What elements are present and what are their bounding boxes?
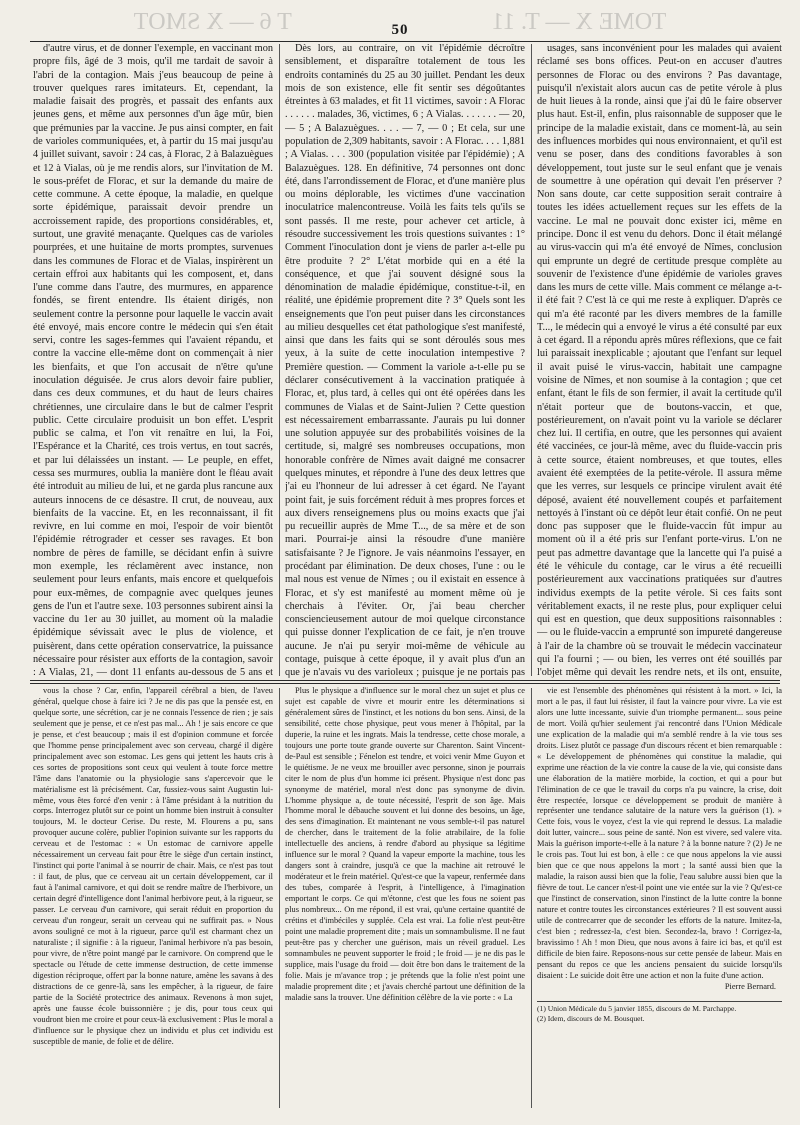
feuilleton-column-3 (537, 686, 782, 1111)
footnote-1: (1) Union Médicale du 5 janvier 1855, discours de M. Parchappe. (537, 1003, 737, 1013)
page-number: 50 (391, 22, 409, 38)
column-divider (531, 688, 532, 1108)
feuilleton-column-1 (33, 686, 273, 1111)
footnote-2: (2) Idem, discours de M. Bousquet. (537, 1013, 645, 1023)
article-text-1: d'autre virus, et de donner l'exemple, en vaccinant mon propre fils, âgé de 3 mois, qu'il me tardait de savoir à l'abri de la contagion. Mais j'eus beaucoup de peine à trouver quelques rares imitateurs. Et, cependant, la maladie faisait des progrès, et passait des enfants aux jeunes gens, et même aux personnes d'un âge mûr, bien que prémunies par la vaccine. Je pus ainsi compter, en fait de varioles communiquées, et, à partir du 15 mai jusqu'au 4 juillet suivant, savoir : 24 cas, à Florac, 2 à Balazuègues et 12 à Vialas, où je me rendis alors, sur l'invitation de M. le sous-préfet de Florac, et sur la demande du maire de cette commune. A cette époque, la maladie, en quelque sorte épidémique, paraissait devoir prendre un accroissement rapide, des proportions considérables, et, surtout, une gravité menaçante. Quelques cas de varioles pourprées, et une huitaine de morts promptes, survenues dans les communes de Florac et de Vialas, inspirèrent un certain effroi aux habitants qui les composent, et, dans l'une comme dans l'autre, des murmures, en apparence fondés, se firent entendre. Ils étaient dirigés, non seulement contre la personne pour laquelle le vaccin avait été envoyé, mais encore contre le médecin qui s'en était servi, contre les sages-femmes qui l'avaient répandu, et contre la vaccine elle-même dont on commençait à nier les bienfaits, et que l'on accusait de n'être qu'une inoculation déguisée. Je crus alors devoir faire publier, dans ces deux communes, et du haut de leurs chaires chrétiennes, une circulaire dans le but de calmer l'esprit public. Cette circulaire produisit un bon effet. L'esprit public se calma, et l'on vit renaître en lui, la Foi, l'Espérance et la Charité, ces trois vertus, en tout sacrés, et par lui délaissées un instant. — Le peuple, en effet, cessa ses murmures, oublia la manière dont le fléau avait été introduit au milieu de lui, et ne garda plus rancune aux auteurs innocens de ce désastre. Il crut, de nouveau, aux bienfaits de la vaccine. Et, en les reconnaissant, il fit revivre, en lui comme en moi, l'espoir de voir bientôt l'épidémie rétrograder et cesser ses ravages. Et bon nombre de pères de famille, se décidant enfin à suivre mon exemple, les réclamèrent avec instance, non seulement pour leurs enfants, mais encore et quelquefois pour eux-mêmes, de compagnie avec quelques jeunes gens de l'un et l'autre sexe. 103 personnes subirent ainsi la vaccine du 1er au 30 juillet, au moment où la maladie épidémique sévissait avec le plus de violence, et puisèrent, dans cette opération conservatrice, la puissance nécessaire pour résister aux efforts de la contagion, savoir : A Vialas, 21, — dont 11 enfants au-dessous de 5 ans et (33, 43, 273, 678)
feuilleton-rule-top (30, 680, 780, 681)
article-column-2 (285, 42, 525, 678)
bleed-left: TOME X — T. 11 (491, 8, 667, 35)
feuilleton-text-1: vous la chose ? Car, enfin, l'appareil cérébral a bien, de l'aveu général, quelque chose à faire ici ? Je ne dis pas que la pensée est, en quelque sorte, une sécrétion, car je ne connais l'essence de rien ; je sais seulement que je pense, et ce n'est pas mal... Ah ! je sais encore ce que je pense, et c'est beaucoup ; mais il est d'opinion commune et forcée que l'homme pense principalement avec son cerveau, chargé il digère principalement avec son estomac. Les gens qui jettent les hauts cris à ces sortes de propositions sont ceux qui veulent à toute force mettre l'âme dans l'anatomie ou la physiologie sans s'apercevoir que le matérialisme est là précisément. Car, fussiez-vous saint Augustin lui-même, vous êtes forcé d'en venir : à l'âme présidant à la nutrition du corps. Interrogez plutôt sur ce point un homme bien instruit à consulter toujours, M. le docteur Cerise. Du reste, M. Flourens a pu, sans provoquer aucune colère, publier l'opinion suivante sur les rapports du cerveau et de l'estomac : « Un estomac de carnivore appelle nécessairement un cerveau fait pour être le siège d'un certain instinct, l'instinct qui porte l'animal à se nourrir de chair. Mais, ce n'est pas tout : il faut, de plus, que ce cerveau ait un certain développement, car il faut à l'animal carnivore, et qui doit se rendre maître de l'herbivore, un certain degré d'intelligence dont l'animal herbivore peut, à la rigueur, se passer. Le cerveau d'un carnivore, qui serait réduit en proportion du cerveau d'un rongeur, serait un cerveau qui ne suffirait pas. » Nous avons souligné ce mot à la rigueur, parce qu'il est charmant chez un naturaliste ; il signifie : à la rigueur, l'animal herbivore n'a pas besoin, pour vivre, de n'être point mangé par le carnivore. On comprend que le spectacle ou l'étude de cette immense destruction, de cette immense digestion réciproque, offert par la bonne nature, amène les savans à des distractions de ce genre-là, sans les empêcher, à la rigueur, de faire partie de la Société protectrice des animaux. Revenons à mon sujet, après une fausse école buissonnière ; je dis, pour tous ceux qui voudront bien me croire et pour ceux-là exclusivement : Plus le moral a d'influence sur le physique chez un individu et plus cet individu est susceptible de manie, de folie et de délire. (33, 686, 273, 1046)
article-text-3: usages, sans inconvénient pour les malades qui avaient réclamé ses bons offices. Peut-on en accuser d'autres personnes de Florac ou des environs ? Pas davantage, puisqu'il n'existait alors aucun cas de petite vérole à plus de huit lieues à la ronde, ainsi que j'ai dû le faire observer plus haut. Est-il, enfin, plus raisonnable de supposer que le principe de la maladie existait, dans ce moment-là, au sein des influences morbides qui nous environnaient, et qu'il est venu se poser, dans des conditions favorables à son développement, tout juste sur le seul enfant que je venais de soumettre à une opération qui devait l'en préserver ? Non sans doute, car cette supposition serait contraire à toutes les idées actuellement reçues sur les effets de la vaccine. Le mal ne pouvait donc exister ici, même en principe. Donc il est venu du dehors. Donc il était mélangé au virus-vaccin qui m'a été envoyé de Nîmes, conclusion qui emprunte un degré de certitude presque complète au souvenir de l'existence d'une épidémie de varioles graves dans les murs de cette ville. Mais comment ce mélange a-t-il été fait ? C'est là ce qui me reste à expliquer. D'après ce qui m'a été raconté par les divers membres de la famille T..., le médecin qui a envoyé le virus a été consulté par eux à cet égard. Il a répondu après mûres réflexions, que ce fait lui paraissait inexplicable ; ajoutant que l'enfant sur lequel il avait puisé le virus-vaccin, habitait une campagne voisine de Nîmes, et non soumise à la contagion ; que cet enfant, étant le fils de son fermier, il avait la certitude qu'il n'était porteur que de boutons-vaccin, et que, postérieurement, on n'avait point vu la variole se déclarer chez lui. Il certifia, en outre, que les personnes qui avaient été vaccinées, ce jour-là même, avec du fluide-vaccin pris à cette source, étaient nombreuses, et que toutes, elles avaient été exemptées de la petite-vérole. Il assura même que les verres, sur lesquels ce principe virulent avait été déposé, avaient été nouvellement coupés et parfaitement nettoyés à l'instant où ce dépôt leur était confié. On ne peut donc pas supposer que le fluide-vaccin fût impur au moment où il a été pris sur l'enfant porte-virus. L'on ne peut pas admettre davantage que la lancette qui l'a puisé a été le véhicule du contage, car le virus a été recueilli postérieurement aux vaccinations pratiquées sur d'autres individus exempts de la petite vérole. Si ces faits sont véritablement exacts, il ne reste plus, pour expliquer celui qui est en question, que deux suppositions raisonnables : — ou le fluide-vaccin a emprunté son impureté dangereuse à l'air de la chambre où se trouvait le médecin vaccinateur qui l'a fourni ; — ou bien, les verres ont été souillés par l'objet même qui devait les rendre nets, et ils ont, ensuite, (537, 43, 782, 678)
signature: Pierre Bernard. (724, 981, 776, 991)
feuilleton-rule-bottom (30, 683, 780, 684)
bleed-right: T 6 — X SMOT (133, 8, 292, 35)
feuilleton-column-2 (285, 686, 525, 1111)
feuilleton-text-2: Plus le physique a d'influence sur le moral chez un sujet et plus ce sujet est capable de vivre et mourir entre les déterminations si généralement sûres de l'instinct, et les notions du bon sens. Ainsi, de la sensibilité, cette chose physique, peut vous mener à l'hôpital, par la duperie, la ruine et les ingrats. Mais la tendresse, cette chose morale, a toujours une porte toute grande ouverte sur Charenton. Saint Vincent-de-Paul est sensible ; Fénelon est tendre, et voici venir Mme Guyon et le quiétisme. Je ne veux me brouiller avec personne, sinon je pourrais citer le nom de plus d'un homme ici présent. Physique n'est donc pas synonyme de matériel, moral n'est donc pas synonyme de divin. L'homme physique a, de toute nécessité, l'esprit de son âge. Mais l'homme moral le débauche souvent et lui donne des besoins, un âge, des sens d'imagination. Et maintenant ne vous semble-t-il pas naturel de chercher, dans le traitement de la folie atrabilaire, de la folie intellectuelle des anciens, à rendre d'abord au physique sa légitime influence sur le moral ? Quand la vapeur emporte la machine, tous les dangers sont à craindre, jusqu'à ce que la machine ait retrouvé le modérateur et le frein matériel. Qu'est-ce que la vapeur, renfermée dans des tubes, comparée à l'esprit, à l'intelligence, à l'imagination emportant le corps. Ce qui m'étonne, c'est que les fous ne soient pas plus nombreux... On me répond, il est vrai, qu'une certaine quantité de crétins et d'imbéciles y supplée. Cela est vrai. La folie n'est peut-être point une maladie proprement dite ; mais un somnambulisme. Il ne faut peut-être pas y chercher une guérison, mais un réveil graduel. Les somnambules ne peuvent supporter le froid ; le froid — je ne dis pas le supplice, mais l'usage du froid — doit être bon dans le traitement de la folie. Mais je m'avance trop ; je prétends que la folie n'est point une maladie proprement dite ; et j'avais cherché partout une définition de la maladie sans la trouver. Une définition célèbre de la vie porte : « La (285, 686, 525, 1002)
feuilleton-text-3: vie est l'ensemble des phénomènes qui résistent à la mort. » Ici, la mort a le pas, il faut lui résister, il faut la vaincre pour vivre. La vie est alors une lutte incessante, suivie d'un triomphe permanent... sous peine de mort. Voilà qu'hier seulement j'ai rencontré dans l'Union Médicale une explication de la maladie qui m'a semblé rendre à la vie tous ses droits. Lisez plutôt ce passage d'un discours récent et bien remarquable : « Le développement de phénomènes qui constitue la maladie, qui exprime une réaction de la vie contre la cause de la vie, qui consiste dans une élaboration de la matière morbide, la coction, et qui a pour but l'élimination de ce que le travail du corps n'a pu vaincre, la crise, doit être respectée, lorsque ce développement se produit de manière à représenter une tendance salutaire de la nature vers la guérison (1). » Cette fois, vous le voyez, c'est la vie qui reprend le dessus. La maladie doit lutter, vaincre... sous peine de santé. Non est vivere, sed valere vita. Mais la guérison importe-t-elle à la nature ? à la bonne nature ? (2) Je ne le crois pas. Tout lui est bon, à elle : ce que nous appelons la vie aussi bien que ce que nous appelons la mort ; la santé aussi bien que la maladie, la raison aussi bien que la folie, l'eau salubre aussi bien que la fièvre de tout. Le cancer n'est-il point une vie entée sur la vie ? Qu'est-ce que l'instinct de conservation, sinon l'instinct de la lutte contre la bonne nature et contre toutes les circonstances extérieures ? Il est souvent aussi utile de contrecarrer que de seconder les efforts de la nature. Imitez-la, c'est bien ; redressez-la, c'est bien. Secondez-la, bravo ! Corrigez-la, bravissimo ! Ah ! mon Dieu, que nous avons à faire ici bas, et qu'il est difficile de bien faire. Reposons-nous sur cette pensée de labeur. Mais en pensant du repos ce que les anciens pensaient du suicide lorsqu'ils disaient : Le suicide doit être une action et non la fuite d'une action. (537, 686, 782, 980)
article-text-2: Dès lors, au contraire, on vit l'épidémie décroître sensiblement, et disparaître totalement de tous les endroits contaminés du 25 au 30 juillet. Pendant les deux mois de son existence, elle fit sentir ses dégoûtantes étreintes à 63 malades, et fit 11 victimes, savoir : A Florac . . . . . . malades, 36, victimes, 6 ; A Vialas. . . . . . . — 20, — 5 ; A Balazuègues. . . . — 7, — 0 ; Et cela, sur une population de 2,309 habitants, savoir : A Florac. . . . 1,881 ; A Vialas. . . . 300 (population visitée par l'épidémie) ; A Balazuègues. 128. En définitive, 74 personnes ont donc été, dans l'arrondissement de Florac, et d'une manière plus ou moins déplorable, les victimes d'une vaccination inoculatrice malencontreuse. Voilà les faits tels qu'ils se sont passés. Il me reste, pour achever cet article, à résoudre successivement les trois questions suivantes : 1° Comment l'inoculation dont je viens de parler a-t-elle pu être produite ? 2° L'état morbide qui en a été la conséquence, et que j'ai souvent désigné sous la dénomination de maladie épidémique, constitue-t-il, en réalité, une épidémie proprement dite ? 3° Quels sont les enseignements que l'on peut puiser dans les circonstances au milieu desquelles cet état pathologique s'est manifesté, ainsi que dans les faits qui se sont déroulés sous mes yeux, à la suite de cette inoculation intempestive ? Première question. — Comment la variole a-t-elle pu se déclarer consécutivement à la vaccination pratiquée à Florac, et, plus tard, à celles qui ont été opérées dans les communes de Vialas et de Saint-Julien ? Cette question est nécessairement embarrassante. J'aurais pu lui donner une solution appuyée sur des probabilités voisines de la certitude, si, malgré ses nombreuses occupations, mon honorable confrère de Nîmes avait daigné me consacrer quelques minutes, et répondre à l'une des deux lettres que j'ai eu l'honneur de lui adresser à cet égard. Ne l'ayant point fait, je suis forcément réduit à mes propres forces et aux divers renseignemens plus ou moins exacts que j'ai pu recueillir auprès de Mme T..., de sa mère et de son mari. Pourrai-je ainsi la résoudre d'une manière satisfaisante ? Je l'ignore. Je vais néanmoins l'essayer, en procédant par élimination. De deux choses, l'une : ou le mal nous est venue de Nîmes ; ou il existait en essence à Florac, et s'y est manifesté au moment même où je cherchais à l'éviter. Or, j'ai beau chercher consciencieusement autour de moi quelque circonstance qui puisse donner l'explication de ce fait, je n'en trouve aucune. Je n'ai pu seryir moi-même de véhicule au contage, puisque à cette époque, il y avait plus d'un an que je n'avais vu des varioleux ; puisque je ne portais pas (285, 43, 525, 678)
column-divider (279, 44, 280, 676)
footnotes (537, 1001, 782, 1024)
column-divider (279, 688, 280, 1108)
article-column-1 (33, 42, 273, 678)
column-divider (531, 44, 532, 676)
article-column-3 (537, 42, 782, 678)
